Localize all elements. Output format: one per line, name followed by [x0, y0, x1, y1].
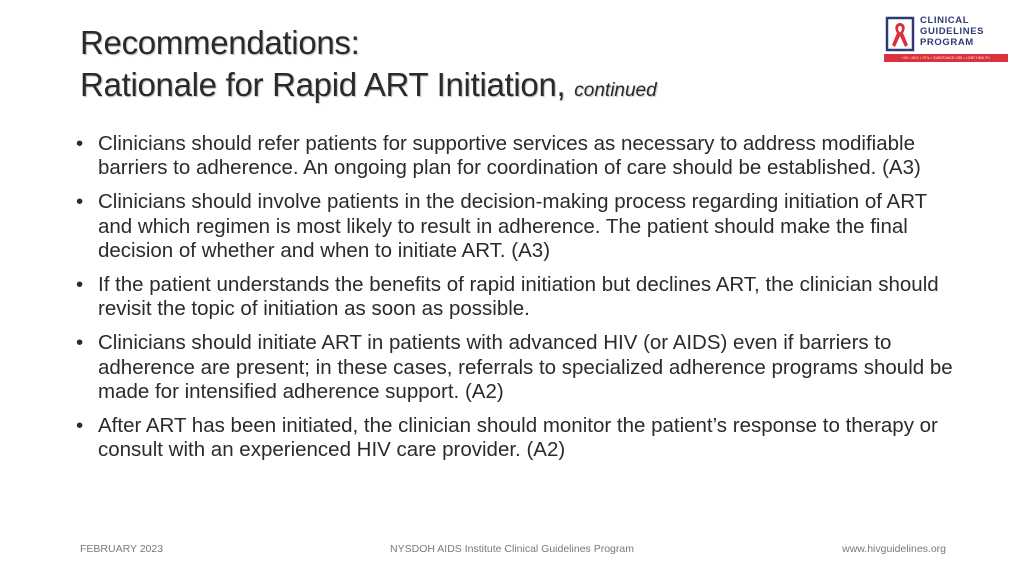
title-line-1: Recommendations:	[80, 24, 360, 61]
red-ribbon-icon	[884, 14, 918, 54]
bullet-item	[76, 190, 956, 263]
bullet-list	[76, 132, 956, 472]
logo-wordmark	[920, 15, 984, 48]
logo-word-clinical: CLINICAL	[920, 15, 970, 26]
bullet-marker: •	[76, 132, 84, 155]
bullet-text: If the patient understands the benefits of rapid initiation but declines ART, the clinician should revisit the topic of initiation as soon as possible.	[98, 273, 939, 321]
title-continued-label: continued	[574, 80, 657, 101]
footer-date: FEBRUARY 2023	[80, 543, 164, 555]
logo-tagline-strip: HIV • HCV • STIs • SUBSTANCE USE • LGBT HEALTH	[884, 54, 1008, 62]
bullet-item	[76, 273, 956, 321]
bullet-text: Clinicians should initiate ART in patients with advanced HIV (or AIDS) even if barriers to adherence are present; in these cases, referrals to specialized adherence programs should be made for intensified adherence support. (A2)	[98, 331, 953, 403]
bullet-item	[76, 414, 956, 462]
footer-organization: NYSDOH AIDS Institute Clinical Guidelines Program	[390, 543, 634, 555]
bullet-text: After ART has been initiated, the clinician should monitor the patient’s response to therapy or consult with an experienced HIV care provider. (A2)	[98, 414, 938, 462]
bullet-item	[76, 331, 956, 404]
bullet-text: Clinicians should refer patients for supportive services as necessary to address modifiable barriers to adherence. An ongoing plan for coordination of care should be established. (A3)	[98, 132, 921, 180]
logo-word-program: PROGRAM	[920, 37, 974, 48]
bullet-marker: •	[76, 331, 84, 355]
bullet-text: Clinicians should involve patients in the decision-making process regarding initiation of ART and which regimen is most likely to result in adherence. The patient should make the final decision of whether and when to initiate ART. (A3)	[98, 190, 927, 262]
title-main-text: Rationale for Rapid ART Initiation,	[80, 66, 566, 103]
title-line-2	[80, 64, 840, 112]
bullet-item	[76, 132, 956, 180]
footer-website-link[interactable]: www.hivguidelines.org	[842, 543, 946, 555]
bullet-marker: •	[76, 273, 84, 297]
bullet-marker: •	[76, 414, 84, 438]
bullet-marker: •	[76, 190, 84, 214]
clinical-guidelines-logo	[884, 12, 1008, 64]
slide-title	[80, 22, 840, 112]
logo-word-guidelines: GUIDELINES	[920, 26, 985, 37]
